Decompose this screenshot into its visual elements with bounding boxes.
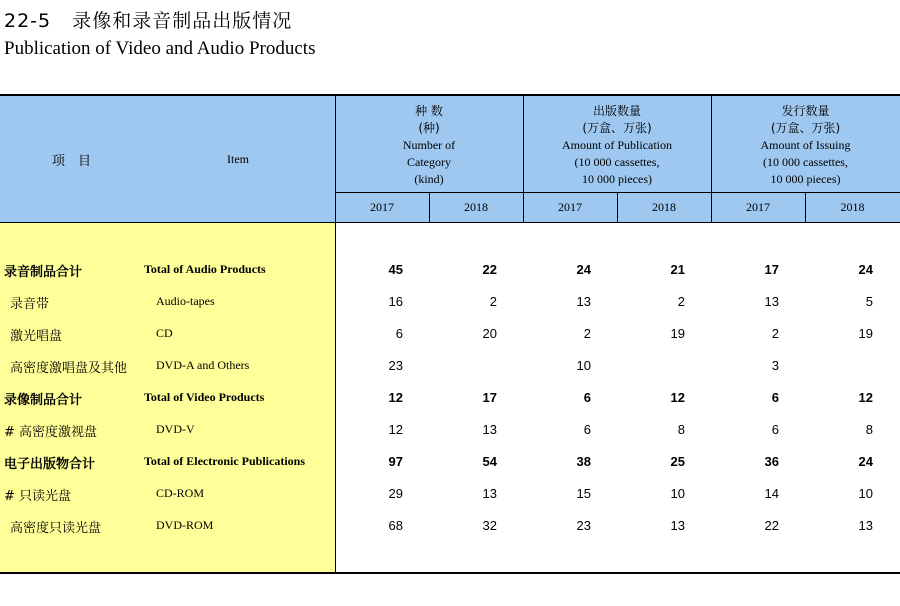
cell-category-2017: 16: [388, 294, 403, 309]
cell-publication-2018: 21: [670, 262, 685, 277]
table-title-cn: 录像和录音制品出版情况: [72, 10, 293, 32]
cell-publication-2018: 8: [677, 422, 685, 437]
cell-issuing-2017: 22: [764, 518, 779, 533]
row-label-en: CD-ROM: [156, 486, 205, 500]
row-label-cn: 录音带: [10, 297, 50, 312]
cell-category-2017: 45: [388, 262, 403, 277]
cell-issuing-2017: 36: [764, 454, 779, 469]
cell-issuing-2017: 13: [764, 294, 779, 309]
cell-issuing-2018: 19: [858, 326, 873, 341]
header-publication-en-3: 10 000 pieces): [582, 172, 652, 186]
header-publication-en-2: (10 000 cassettes,: [574, 155, 660, 169]
row-label-cn: 高密度激唱盘及其他: [10, 361, 128, 376]
row-label-en: DVD-A and Others: [156, 358, 250, 372]
cell-category-2018: 13: [482, 422, 497, 437]
header-issuing-en-2: (10 000 cassettes,: [763, 155, 848, 169]
cell-issuing-2017: 14: [764, 486, 779, 501]
header-issuing-unit-cn: (万盒、万张): [770, 121, 841, 135]
row-label-cn: 录音制品合计: [4, 265, 83, 280]
header-item-en: Item: [227, 152, 249, 166]
row-label-cn: # 只读光盘: [4, 489, 72, 504]
cell-publication-2018: 12: [670, 390, 685, 405]
cell-category-2018: 2: [489, 294, 497, 309]
cell-issuing-2018: 8: [865, 422, 873, 437]
cell-issuing-2018: 24: [858, 454, 873, 469]
cell-category-2018: 20: [482, 326, 497, 341]
cell-publication-2017: 6: [583, 390, 591, 405]
row-label-en: Total of Audio Products: [144, 262, 266, 276]
header-category-unit-cn: (种): [418, 121, 440, 135]
cell-publication-2018: 25: [670, 454, 685, 469]
cell-category-2017: 12: [388, 390, 403, 405]
cell-publication-2017: 15: [576, 486, 591, 501]
cell-publication-2017: 13: [576, 294, 591, 309]
year-row-top-line: [335, 192, 900, 193]
row-label-en: Total of Video Products: [144, 390, 265, 404]
cell-category-2017: 12: [388, 422, 403, 437]
cell-issuing-2017: 17: [764, 262, 779, 277]
row-label-en: DVD-V: [156, 422, 195, 436]
header-publication-en-1: Amount of Publication: [562, 138, 672, 152]
page-title-en: Publication of Video and Audio Products: [4, 38, 316, 59]
cell-category-2017: 29: [388, 486, 403, 501]
cell-category-2017: 97: [388, 454, 403, 469]
bottom-rule: [0, 572, 900, 574]
cell-category-2017: 6: [395, 326, 403, 341]
row-label-en: Total of Electronic Publications: [144, 454, 306, 468]
year-label: 2018: [840, 200, 865, 214]
cell-category-2017: 68: [388, 518, 403, 533]
cell-publication-2018: 10: [670, 486, 685, 501]
row-label-cn: # 高密度激视盘: [4, 425, 98, 440]
header-category: [335, 103, 523, 188]
row-label-en: CD: [156, 326, 173, 340]
cell-category-2018: 17: [482, 390, 497, 405]
year-label: 2017: [558, 200, 582, 214]
header-issuing-en-3: 10 000 pieces): [770, 172, 841, 186]
cell-issuing-2018: 10: [858, 486, 873, 501]
table-number: 22-5: [4, 10, 52, 32]
row-label-cn: 电子出版物合计: [4, 457, 96, 472]
header-publication: [523, 103, 711, 188]
header-category-cn: 种 数: [415, 104, 443, 118]
header-bottom-line: [0, 222, 900, 223]
cell-category-2017: 23: [388, 358, 403, 373]
cell-publication-2017: 2: [583, 326, 591, 341]
cell-issuing-2018: 13: [858, 518, 873, 533]
row-label-en: DVD-ROM: [156, 518, 214, 532]
cell-category-2018: 32: [482, 518, 497, 533]
cell-publication-2017: 10: [576, 358, 591, 373]
year-label: 2018: [464, 200, 488, 214]
header-publication-cn: 出版数量: [592, 104, 641, 118]
cell-publication-2017: 23: [576, 518, 591, 533]
page-title-cn: [4, 6, 292, 33]
cell-publication-2017: 6: [583, 422, 591, 437]
cell-category-2018: 13: [482, 486, 497, 501]
header-category-en-3: (kind): [414, 172, 444, 186]
cell-category-2018: 54: [482, 454, 497, 469]
header-issuing-en-1: Amount of Issuing: [760, 138, 851, 152]
cell-publication-2017: 38: [576, 454, 591, 469]
cell-publication-2018: 2: [677, 294, 685, 309]
year-label: 2017: [370, 200, 394, 214]
cell-issuing-2018: 24: [858, 262, 873, 277]
row-label-cn: 高密度只读光盘: [10, 521, 102, 536]
year-label: 2018: [652, 200, 676, 214]
header-item-cn: 项 目: [52, 154, 92, 169]
header-category-en-2: Category: [407, 155, 451, 169]
header-publication-unit-cn: (万盒、万张): [582, 121, 652, 135]
cell-issuing-2018: 12: [858, 390, 873, 405]
year-label: 2017: [746, 200, 770, 214]
header-category-en-1: Number of: [402, 138, 456, 152]
cell-issuing-2017: 2: [771, 326, 779, 341]
cell-category-2018: 22: [482, 262, 497, 277]
cell-issuing-2018: 5: [865, 294, 873, 309]
cell-issuing-2017: 6: [771, 422, 779, 437]
row-label-cn: 激光唱盘: [10, 329, 63, 344]
cell-publication-2018: 13: [670, 518, 685, 533]
cell-publication-2018: 19: [670, 326, 685, 341]
row-label-en: Audio-tapes: [156, 294, 215, 308]
cell-issuing-2017: 3: [771, 358, 779, 373]
cell-publication-2017: 24: [576, 262, 591, 277]
row-label-cn: 录像制品合计: [4, 393, 83, 408]
cell-issuing-2017: 6: [771, 390, 779, 405]
header-issuing: [711, 103, 900, 188]
header-issuing-cn: 发行数量: [781, 104, 830, 118]
